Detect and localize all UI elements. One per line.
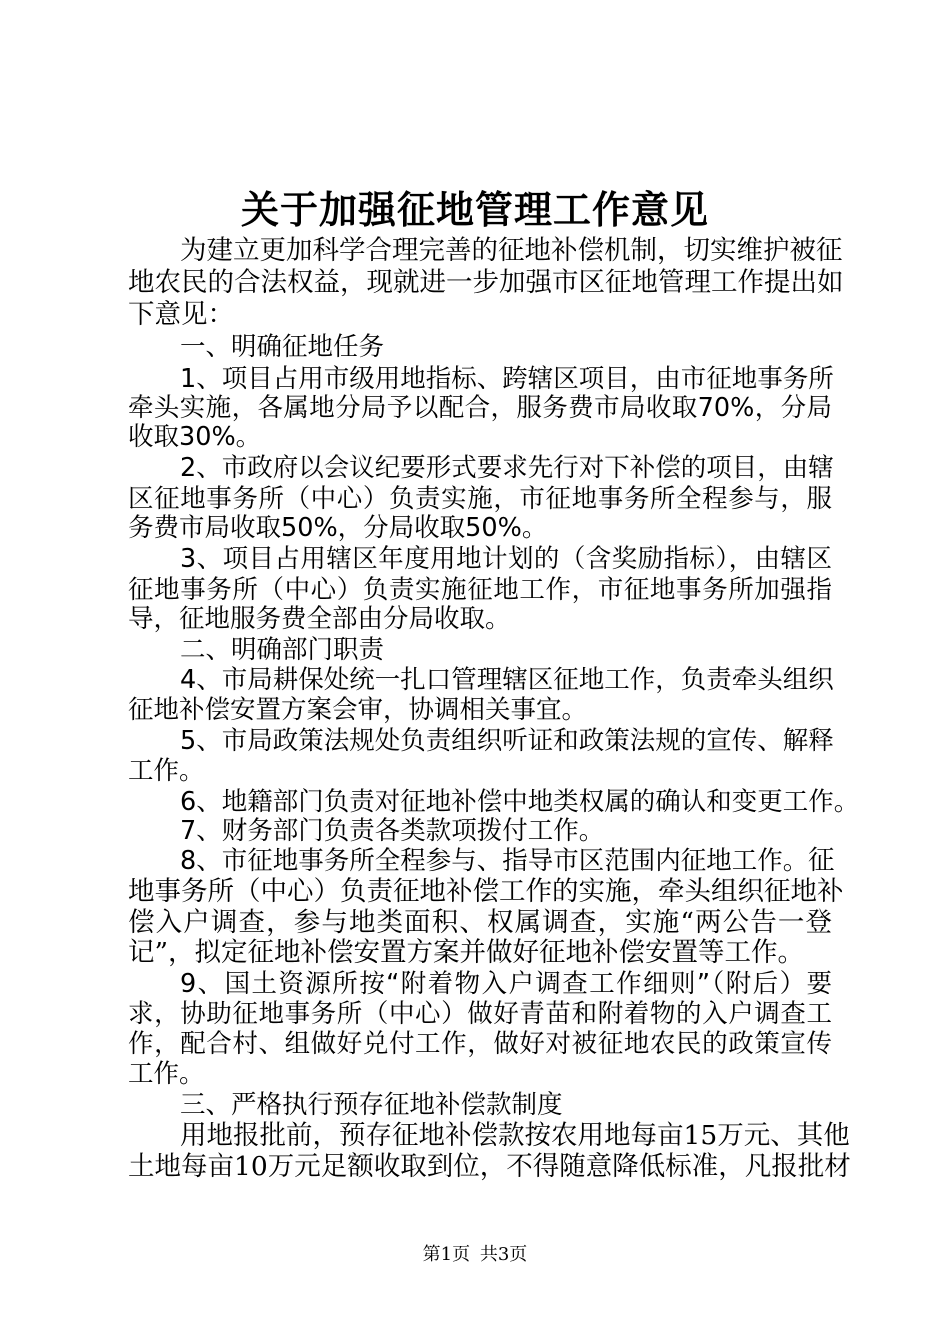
paragraph-line: 工作。	[128, 756, 205, 786]
paragraph-line: 地农民的合法权益，现就进一步加强市区征地管理工作提出如	[128, 267, 844, 298]
paragraph-line: 下意见：	[128, 299, 234, 330]
paragraph-line: 务费市局收取50%，分局收取50%。	[128, 513, 548, 543]
paragraph-line: 导，征地服务费全部由分局收取。	[128, 604, 511, 634]
paragraph-line: 2、市政府以会议纪要形式要求先行对下补偿的项目，由辖	[180, 453, 834, 483]
paragraph-line: 5、市局政策法规处负责组织听证和政策法规的宣传、解释	[180, 726, 834, 756]
paragraph-line: 为建立更加科学合理完善的征地补偿机制，切实维护被征	[180, 235, 843, 266]
paragraph-line: 工作。	[128, 1059, 205, 1089]
paragraph-line: 9、国土资源所按“附着物入户调查工作细则”（附后）要	[180, 969, 832, 999]
paragraph-line: 1、项目占用市级用地指标、跨辖区项目，由市征地事务所	[180, 364, 834, 394]
section-heading: 二、明确部门职责	[180, 635, 385, 665]
paragraph-line: 4、市局耕保处统一扎口管理辖区征地工作，负责牵头组织	[180, 665, 834, 695]
paragraph-line: 作，配合村、组做好兑付工作，做好对被征地农民的政策宣传	[128, 1029, 832, 1059]
page-number: 第1页	[422, 1244, 471, 1265]
paragraph-line: 征	[808, 845, 835, 876]
paragraph-line: 8、市征地事务所全程参与、指导市区范围内征地工作。	[180, 846, 809, 876]
paragraph-line: 6、地籍部门负责对征地补偿中地类权属的确认和变更工作。	[180, 787, 860, 817]
paragraph-line: 牵头实施，各属地分局予以配合，服务费市局收取70%，分局	[128, 393, 832, 423]
paragraph-line: 收取30%。	[128, 422, 262, 452]
paragraph-line: 征地补偿安置方案会审，协调相关事宜。	[128, 695, 588, 725]
page-total: 共3页	[479, 1244, 528, 1265]
section-heading: 三、严格执行预存征地补偿款制度	[180, 1090, 563, 1120]
paragraph-line: 区征地事务所（中心）负责实施，市征地事务所全程参与，服	[128, 484, 832, 514]
document-title: 关于加强征地管理工作意见	[240, 187, 709, 232]
paragraph-line: 求，协助征地事务所（中心）做好青苗和附着物的入户调查工	[128, 999, 832, 1029]
page-footer	[0, 1243, 950, 1267]
paragraph-line: 记”，拟定征地补偿安置方案并做好征地补偿安置等工作。	[128, 937, 805, 968]
paragraph-line: 用地报批前，预存征地补偿款按农用地每亩15万元、其他	[180, 1120, 850, 1151]
paragraph-line: 3、项目占用辖区年度用地计划的（含奖励指标），由辖区	[180, 544, 832, 574]
paragraph-line: 土地每亩10万元足额收取到位，不得随意降低标准，凡报批材	[128, 1151, 851, 1182]
paragraph-line: 偿入户调查，参与地类面积、权属调查，实施“两公告一登	[128, 907, 832, 938]
paragraph-line: 7、财务部门负责各类款项拨付工作。	[180, 816, 605, 846]
paragraph-line: 地事务所（中心）负责征地补偿工作的实施，牵头组织征地补	[128, 876, 844, 907]
paragraph-line: 征地事务所（中心）负责实施征地工作，市征地事务所加强指	[128, 575, 832, 605]
section-heading: 一、明确征地任务	[180, 332, 385, 362]
